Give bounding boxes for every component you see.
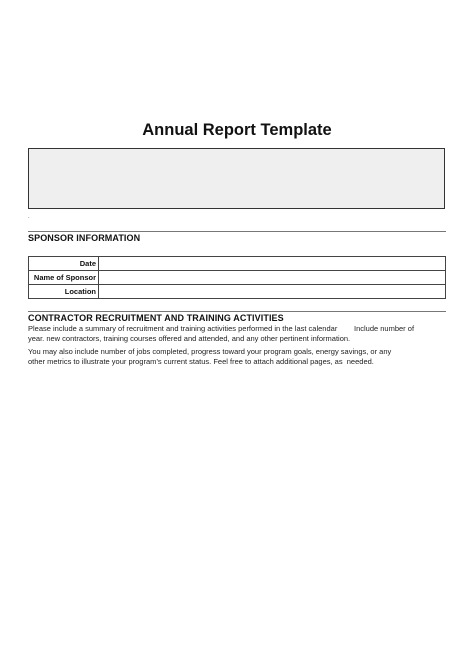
document-title: Annual Report Template [142, 121, 332, 139]
table-row [29, 285, 446, 299]
dot-mark: . [28, 214, 30, 220]
activities-section-heading: CONTRACTOR RECRUITMENT AND TRAINING ACTIVITIES [28, 313, 284, 323]
activities-paragraph-2-line-2: other metrics to illustrate your program’s current status. Feel free to attach additional pages, as needed. [28, 357, 374, 366]
date-value-field[interactable] [99, 257, 446, 271]
activities-paragraph-1-line-1: Please include a summary of recruitment and training activities performed in the last calendar Include number of [28, 324, 415, 333]
location-value-field[interactable] [99, 285, 446, 299]
sponsor-section-rule [28, 231, 446, 232]
summary-box [28, 148, 445, 209]
sponsor-name-value-field[interactable] [99, 271, 446, 285]
activities-section-rule [28, 311, 446, 312]
activities-paragraph-2-line-1: You may also include number of jobs completed, progress toward your program goals, energy savings, or any [28, 347, 392, 356]
sponsor-section-heading: SPONSOR INFORMATION [28, 233, 141, 243]
table-row [29, 271, 446, 285]
activities-paragraph-1-line-2: year. new contractors, training courses offered and attended, and any other pertinent information. [28, 334, 351, 343]
table-row [29, 257, 446, 271]
sponsor-info-table [28, 256, 446, 299]
date-label: Date [29, 257, 99, 271]
sponsor-name-label: Name of Sponsor [29, 271, 99, 285]
location-label: Location [29, 285, 99, 299]
